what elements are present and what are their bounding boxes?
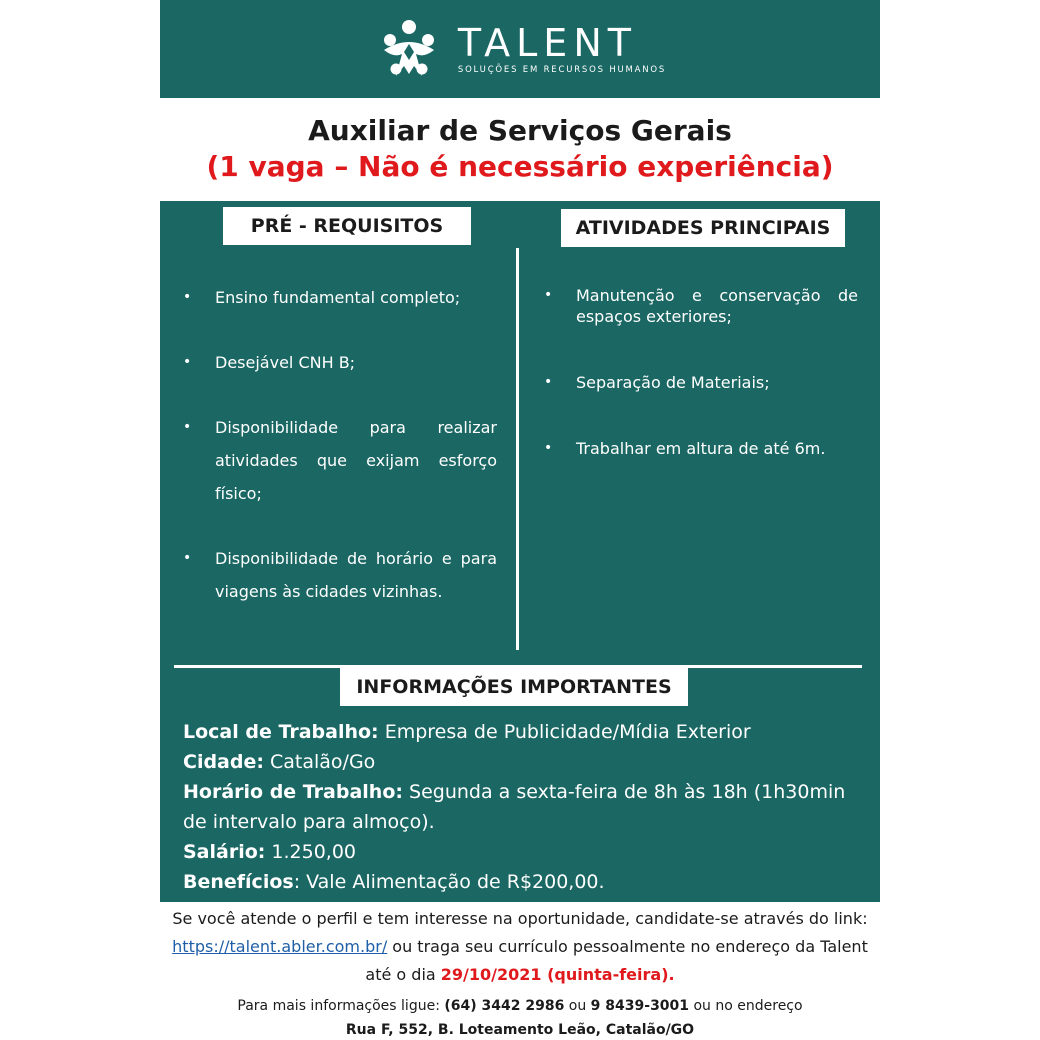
contact-address: Rua F, 552, B. Loteamento Leão, Catalão/GO [345,1022,695,1038]
talent-people-logo-icon [374,14,444,84]
brand-wordmark [458,23,666,75]
prerequisites-heading: PRÉ - REQUISITOS [223,207,471,245]
list-item: • Trabalhar em altura de até 6m. [544,438,858,459]
list-item: • Desejável CNH B; [183,346,497,379]
info-local: Local de Trabalho: Empresa de Publicidade/Mídia Exterior [183,721,751,743]
info-block [183,717,873,897]
application-link[interactable]: https://talent.abler.com.br/ [172,937,388,956]
phone-landline: (64) 3442 2986 [444,998,565,1014]
contact-phones: Para mais informações ligue: (64) 3442 2986 ou 9 8439-3001 ou no endereço [237,998,803,1014]
phone-mobile: 9 8439-3001 [590,998,690,1014]
activities-heading: ATIVIDADES PRINCIPAIS [561,209,845,247]
deadline-date: 29/10/2021 (quinta-feira). [440,965,675,984]
brand-name: TALENT [457,21,637,65]
info-hours: Horário de Trabalho: Segunda a sexta-feira de 8h às 18h (1h30min de intervalo para almoço). [183,781,846,833]
column-divider [516,248,519,650]
info-benefits: Benefícios: Vale Alimentação de R$200,00. [183,871,605,893]
brand-tagline: SOLUÇÕES EM RECURSOS HUMANOS [457,65,667,75]
info-salary: Salário: 1.250,00 [183,841,357,863]
info-heading: INFORMAÇÕES IMPORTANTES [340,668,688,706]
contact-info [160,994,880,1040]
list-item: • Separação de Materiais; [544,372,858,393]
prerequisites-list [183,281,497,640]
details-panel [160,201,880,902]
header-banner [160,0,880,98]
list-item: • Manutenção e conservação de espaços exteriores; [544,285,858,327]
job-title: Auxiliar de Serviços Gerais [308,114,732,147]
list-item: • Ensino fundamental completo; [183,281,497,314]
apply-instructions: Se você atende o perfil e tem interesse na oportunidade, candidate-se através do link: https://talent.abler.com.br/ ou traga seu currículo pessoalmente no endereço da Talent até o dia 29/10/2021 (quinta-feira). [172,909,868,984]
activities-list [544,285,858,504]
list-item: • Disponibilidade para realizar atividades que exijam esforço físico; [183,411,497,510]
job-subtitle: (1 vaga – Não é necessário experiência) [206,150,834,183]
info-city: Cidade: Catalão/Go [183,751,376,773]
list-item: • Disponibilidade de horário e para viagens às cidades vizinhas. [183,542,497,608]
